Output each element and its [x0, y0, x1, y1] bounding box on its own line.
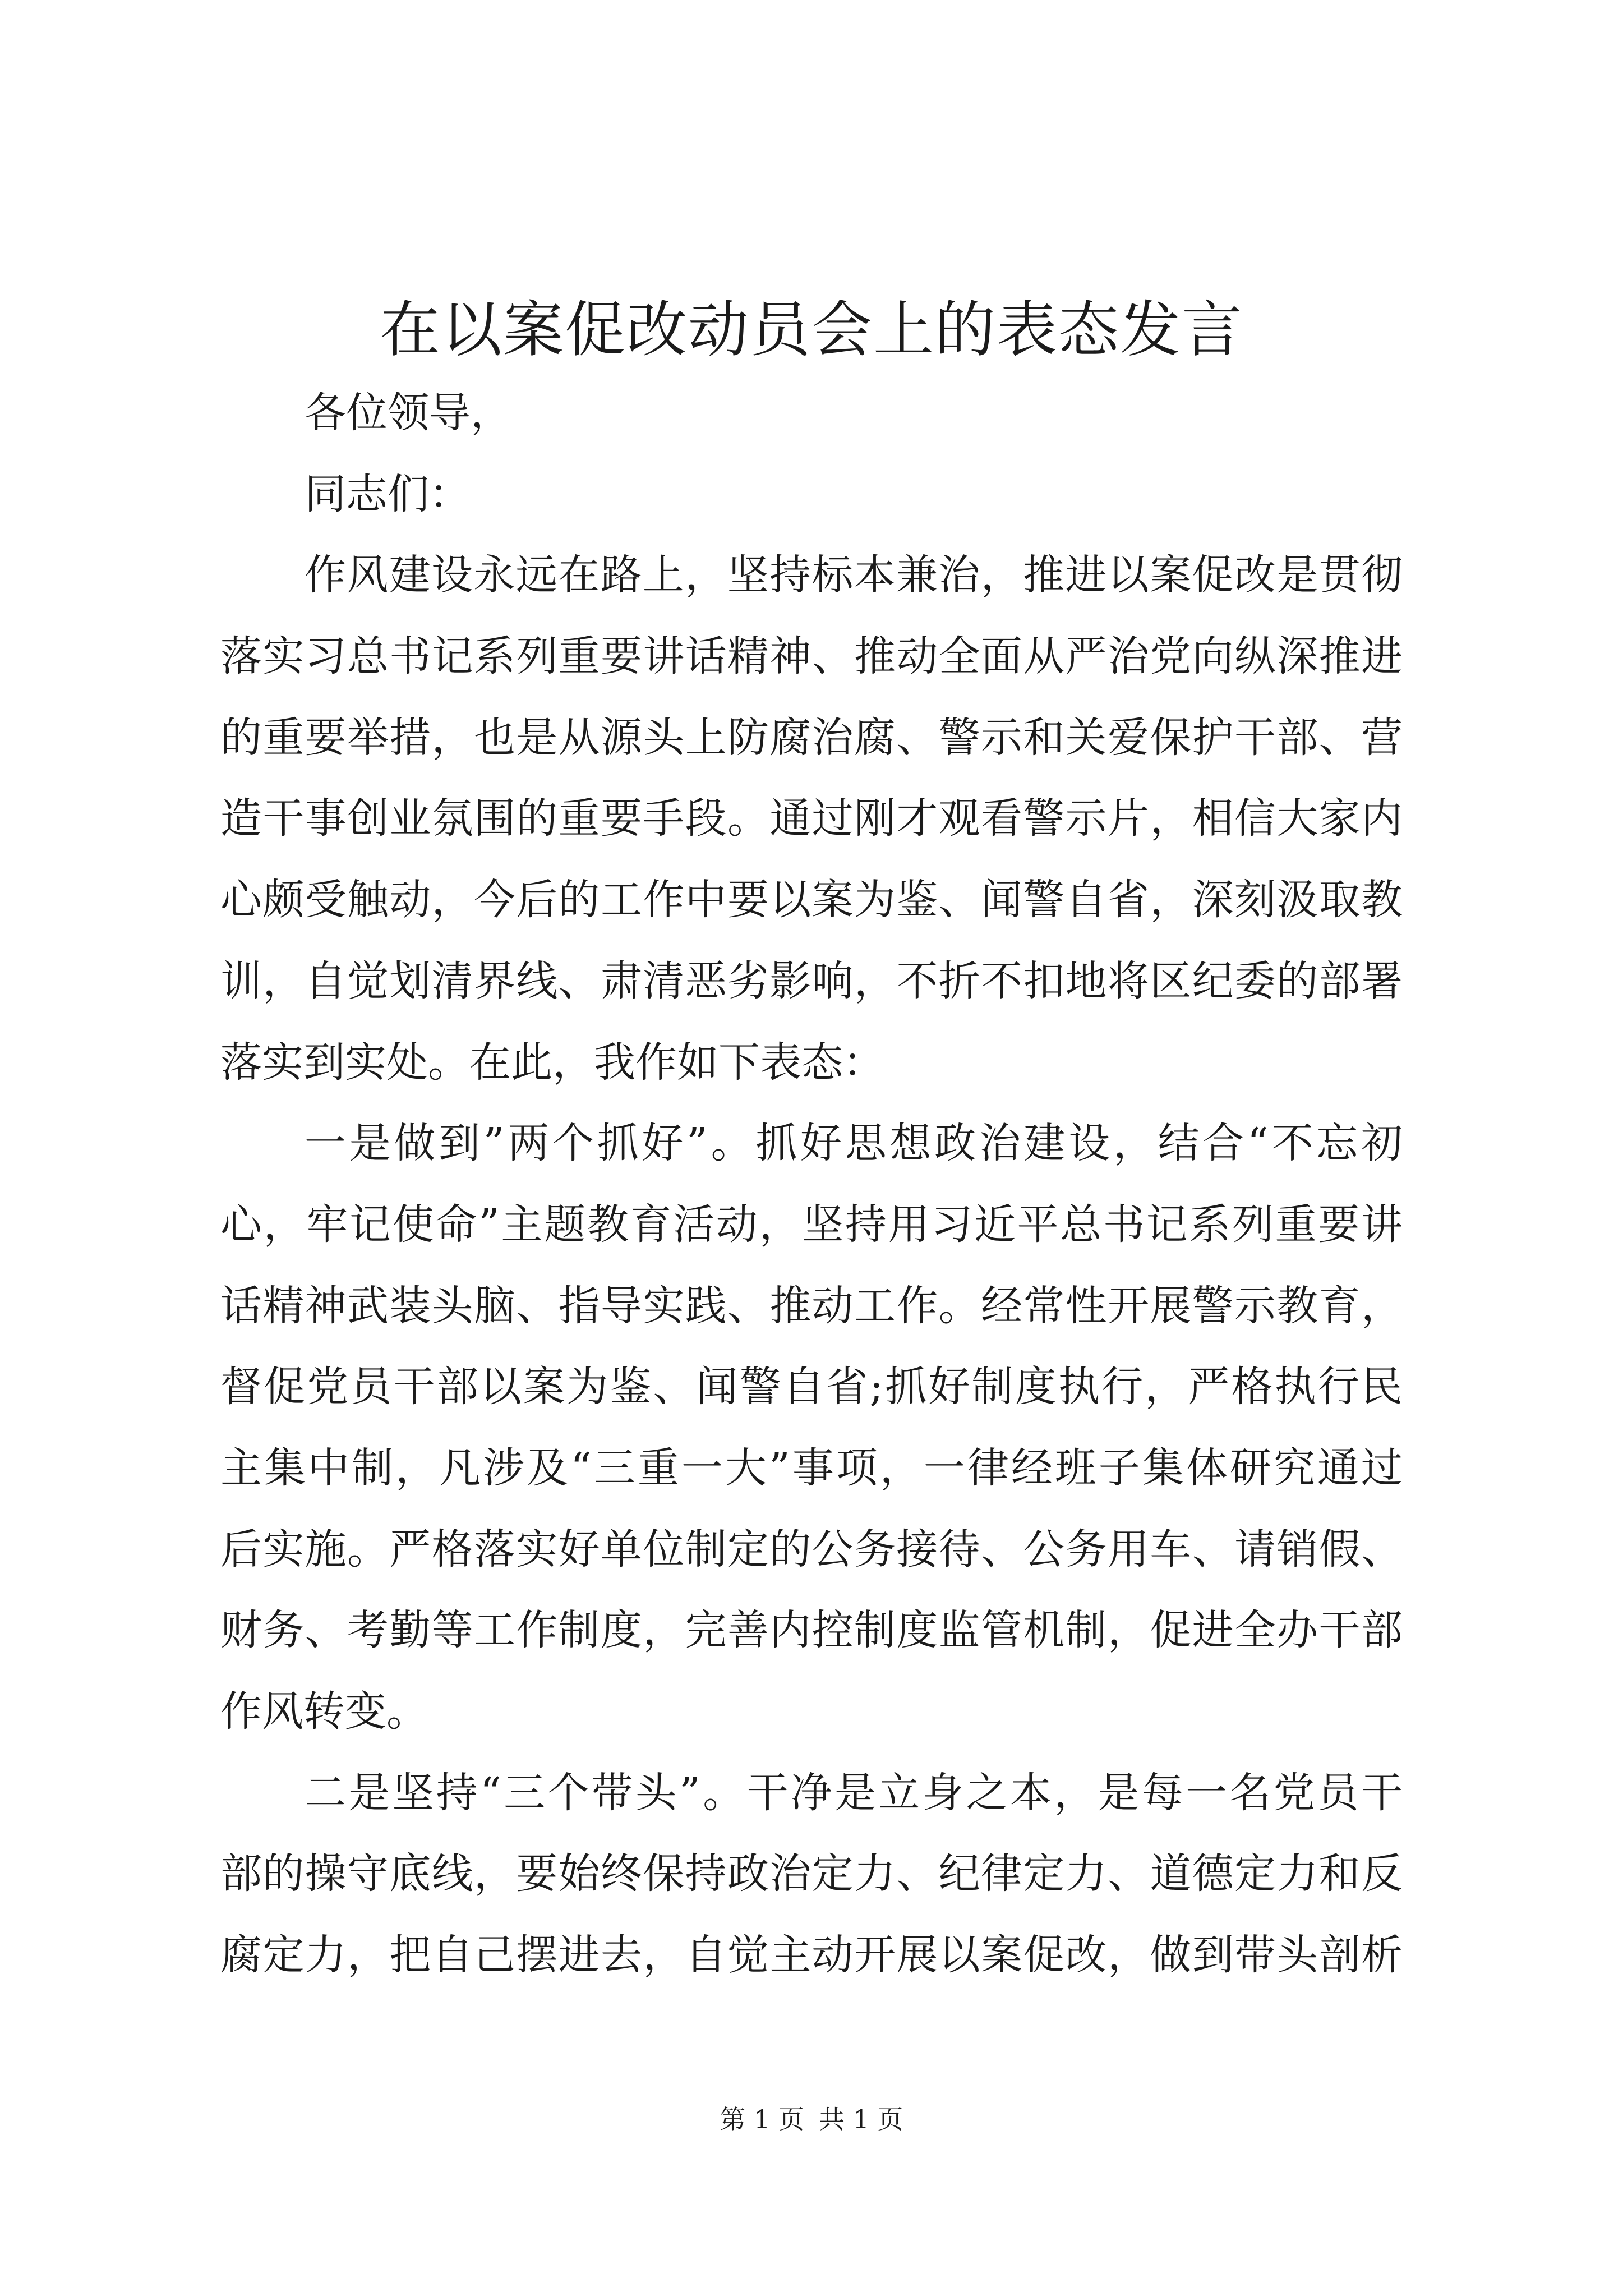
page-total: 共 1 页 — [819, 2104, 903, 2134]
paragraph-line: 心颇受触动，今后的工作中要以案为鉴、闻警自省，深刻汲取教 — [220, 876, 1403, 924]
paragraph-line: 作风建设永远在路上，坚持标本兼治，推进以案促改是贯彻 — [305, 551, 1403, 600]
document-title: 在以案促改动员会上的表态发言 — [379, 295, 1243, 365]
paragraph-line: 二是坚持“三个带头”。干净是立身之本，是每一名党员干 — [305, 1768, 1403, 1817]
paragraph-line: 落实习总书记系列重要讲话精神、推动全面从严治党向纵深推进 — [220, 632, 1403, 681]
document-body — [220, 372, 1403, 1996]
paragraph-line: 财务、考勤等工作制度，完善内控制度监管机制，促进全办干部 — [220, 1606, 1403, 1655]
paragraph-line: 作风转变。 — [220, 1687, 428, 1736]
paragraph-line: 落实到实处。在此，我作如下表态： — [220, 1038, 884, 1087]
paragraph-line: 造干事创业氛围的重要手段。通过刚才观看警示片，相信大家内 — [220, 794, 1403, 843]
paragraph-line: 话精神武装头脑、指导实践、推动工作。经常性开展警示教育， — [220, 1281, 1403, 1330]
paragraph-line: 部的操守底线，要始终保持政治定力、纪律定力、道德定力和反 — [220, 1849, 1403, 1898]
paragraph-line: 一是做到”两个抓好”。抓好思想政治建设，结合“不忘初 — [305, 1119, 1403, 1168]
paragraph-line: 后实施。严格落实好单位制定的公务接待、公务用车、请销假、 — [220, 1525, 1403, 1573]
paragraph-line: 训，自觉划清界线、肃清恶劣影响，不折不扣地将区纪委的部署 — [220, 956, 1403, 1005]
paragraph-line: 腐定力，把自己摆进去，自觉主动开展以案促改，做到带头剖析 — [220, 1931, 1403, 1980]
paragraph-line: 的重要举措，也是从源头上防腐治腐、警示和关爱保护干部、营 — [220, 713, 1403, 762]
salutation-leaders: 各位领导， — [305, 389, 512, 437]
paragraph-line: 心，牢记使命”主题教育活动，坚持用习近平总书记系列重要讲 — [220, 1200, 1403, 1249]
page-footer — [0, 2102, 1623, 2136]
paragraph-line: 主集中制，凡涉及“三重一大”事项，一律经班子集体研究通过 — [220, 1443, 1403, 1492]
paragraph-line: 督促党员干部以案为鉴、闻警自省;抓好制度执行，严格执行民 — [220, 1363, 1403, 1411]
page-number: 第 1 页 — [720, 2104, 804, 2134]
salutation-comrades: 同志们： — [305, 470, 471, 518]
